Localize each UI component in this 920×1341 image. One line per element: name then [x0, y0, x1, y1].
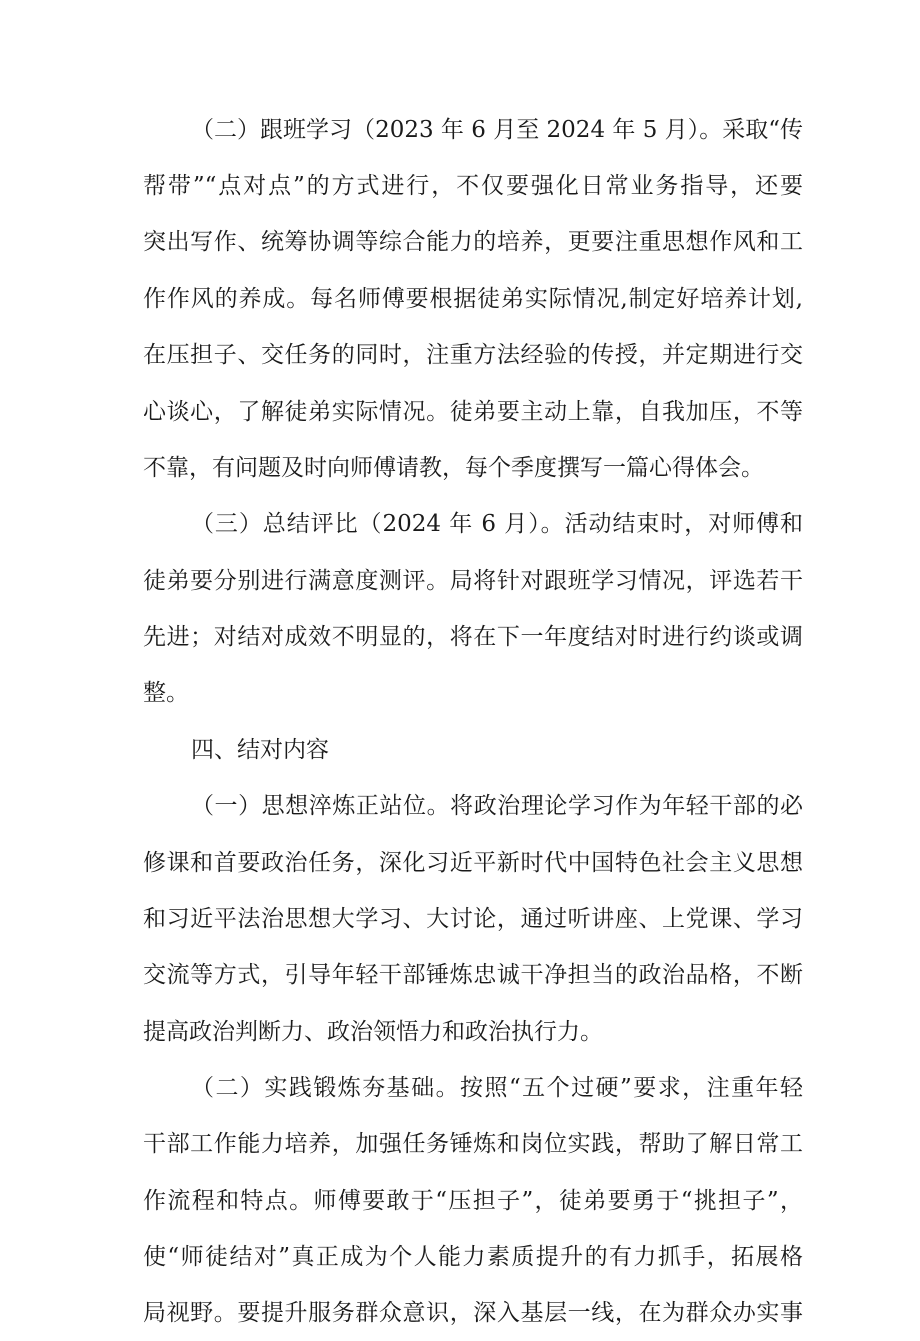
paragraph-line: 作流程和特点。师傅要敢于“压担子”，徒弟要勇于“挑担子”， [143, 1188, 803, 1214]
paragraph-line: 在压担子、交任务的同时，注重方法经验的传授，并定期进行交 [143, 342, 803, 368]
paragraph-line: 提高政治判断力、政治领悟力和政治执行力。 [143, 1019, 603, 1045]
paragraph-line: 局视野。要提升服务群众意识，深入基层一线，在为群众办实事 [143, 1300, 803, 1326]
paragraph-line: （二）跟班学习（2023 年 6 月至 2024 年 5 月）。采取“传 [191, 117, 803, 143]
paragraph-line: 心谈心，了解徒弟实际情况。徒弟要主动上靠，自我加压，不等 [143, 399, 803, 425]
paragraph-line: （二）实践锻炼夯基础。按照“五个过硬”要求，注重年轻 [191, 1075, 803, 1101]
paragraph-line: 先进；对结对成效不明显的，将在下一年度结对时进行约谈或调 [143, 624, 803, 650]
section-heading: 四、结对内容 [191, 737, 329, 763]
paragraph-line: 不靠，有问题及时向师傅请教，每个季度撰写一篇心得体会。 [143, 455, 764, 481]
paragraph-line: 作作风的养成。每名师傅要根据徒弟实际情况,制定好培养计划, [143, 286, 803, 312]
paragraph-line: 交流等方式，引导年轻干部锤炼忠诚干净担当的政治品格，不断 [143, 962, 803, 988]
paragraph-line: 帮带”“点对点”的方式进行，不仅要强化日常业务指导，还要 [143, 173, 803, 199]
paragraph-line: （三）总结评比（2024 年 6 月）。活动结束时，对师傅和 [191, 511, 803, 537]
paragraph-line: 修课和首要政治任务，深化习近平新时代中国特色社会主义思想 [143, 850, 803, 876]
paragraph-line: 和习近平法治思想大学习、大讨论，通过听讲座、上党课、学习 [143, 906, 803, 932]
paragraph-line: 整。 [143, 680, 189, 706]
paragraph-line: 突出写作、统筹协调等综合能力的培养，更要注重思想作风和工 [143, 229, 803, 255]
paragraph-line: 徒弟要分别进行满意度测评。局将针对跟班学习情况，评选若干 [143, 568, 803, 594]
paragraph-line: （一）思想淬炼正站位。将政治理论学习作为年轻干部的必 [191, 793, 803, 819]
paragraph-line: 使“师徒结对”真正成为个人能力素质提升的有力抓手，拓展格 [143, 1244, 803, 1270]
paragraph-line: 干部工作能力培养，加强任务锤炼和岗位实践，帮助了解日常工 [143, 1131, 803, 1157]
